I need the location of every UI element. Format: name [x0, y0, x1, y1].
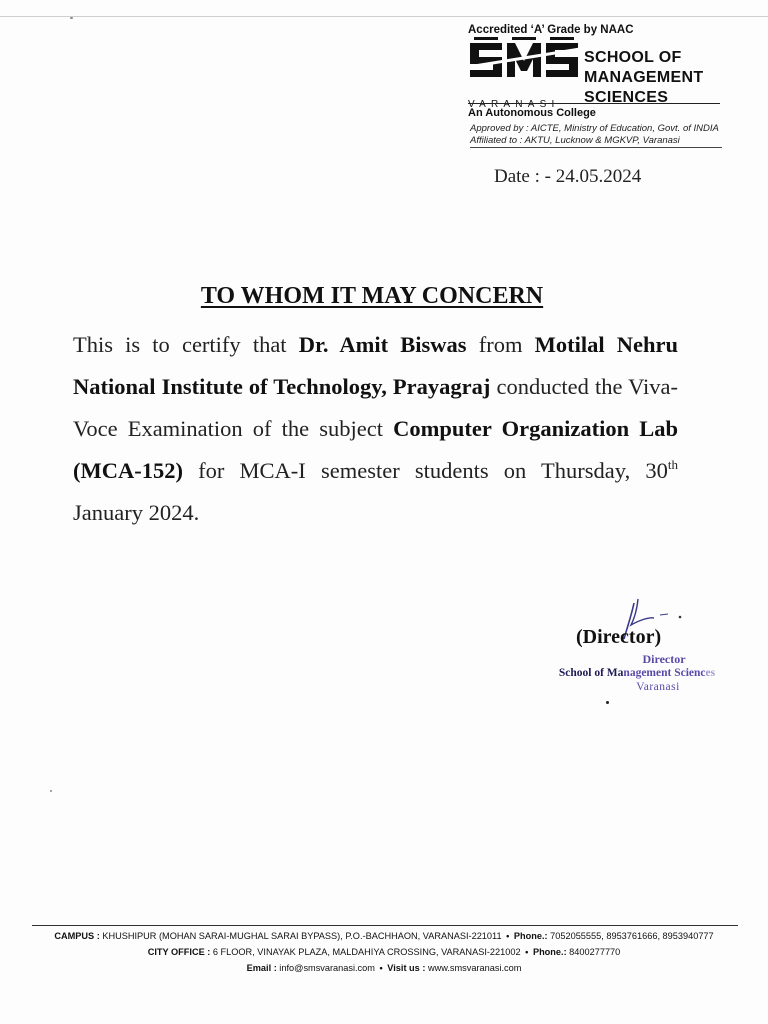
certificate-body: [73, 324, 678, 534]
body-text-2: from: [466, 332, 535, 357]
school-name-line1: SCHOOL OF: [584, 49, 682, 66]
certificate-heading: [0, 283, 740, 310]
letterhead: [468, 24, 723, 146]
email-label: Email :: [246, 963, 277, 973]
stamp-line-3: Varanasi: [636, 681, 680, 693]
sms-logo: [468, 37, 580, 81]
bullet: •: [525, 947, 529, 957]
heading-text: TO WHOM IT MAY CONCERN: [200, 283, 544, 309]
body-text-5: January 2024.: [73, 500, 200, 525]
school-name-line3: SCIENCES: [584, 89, 669, 106]
logo-city: VARANASI: [468, 99, 560, 110]
scan-speck: [70, 17, 73, 19]
campus-label: CAMPUS :: [54, 931, 100, 941]
letterhead-footer: [28, 928, 740, 976]
school-name-line2: MANAGEMENT: [584, 69, 704, 86]
phone-label: Phone.:: [532, 947, 567, 957]
accreditation-text: Accredited ‘A’ Grade by NAAC: [468, 24, 634, 36]
director-title: (Director): [576, 626, 662, 648]
scan-speck: [50, 790, 52, 792]
body-text-3: conducted the Viva-Voce Examination of the subject: [73, 374, 678, 441]
director-stamp: [540, 652, 740, 694]
body-text-4: for MCA-I semester students on Thursday, 30: [182, 458, 668, 483]
top-edge-rule: [0, 16, 768, 17]
logo-row: [468, 37, 723, 110]
city-phone: 8400277770: [566, 947, 621, 957]
website: www.smsvaranasi.com: [425, 963, 522, 973]
ordinal-suffix: th: [667, 457, 678, 472]
bullet: •: [379, 963, 383, 973]
city-office-address: 6 FLOOR, VINAYAK PLAZA, MALDAHIYA CROSSING, VARANASI-221002: [210, 947, 521, 957]
approved-by-text: Approved by : AICTE, Ministry of Education, Govt. of INDIA: [470, 123, 719, 134]
footer-contact-line: [28, 960, 740, 976]
body-text-1: This is to certify that: [73, 332, 299, 357]
examiner-institute: Motilal Nehru National Institute of Technology, Prayagraj: [73, 332, 678, 399]
phone-label: Phone.:: [513, 931, 548, 941]
footer-city-line: [28, 944, 740, 960]
ink-dot: [606, 701, 609, 704]
footer-divider: [32, 925, 738, 926]
approval-divider: [470, 147, 722, 148]
autonomous-text: An Autonomous College: [468, 107, 596, 119]
campus-address: KHUSHIPUR (MOHAN SARAI-MUGHAL SARAI BYPASS), P.O.-BACHHAON, VARANASI-221011: [99, 931, 502, 941]
certificate-date: Date : - 24.05.2024: [494, 166, 642, 187]
stamp-line-2-faint: es: [705, 667, 716, 679]
subject-name: Computer Organization Lab (MCA-152): [73, 416, 678, 483]
examiner-name: Dr. Amit Biswas: [298, 332, 467, 357]
school-name: [584, 48, 703, 108]
email-address: info@smsvaranasi.com: [276, 963, 375, 973]
stamp-line-1: Director: [642, 652, 686, 666]
visit-label: Visit us :: [387, 963, 426, 973]
header-divider: [468, 103, 720, 104]
campus-phone: 7052055555, 8953761666, 8953940777: [547, 931, 714, 941]
footer-campus-line: [28, 928, 740, 944]
city-office-label: CITY OFFICE :: [147, 947, 211, 957]
stamp-line-2-bold: School of Ma: [558, 667, 624, 679]
affiliated-to-text: Affiliated to : AKTU, Lucknow & MGKVP, Varanasi: [470, 135, 680, 146]
bullet: •: [506, 931, 510, 941]
stamp-line-2: [534, 666, 740, 680]
approval-block: [470, 123, 719, 147]
stamp-line-2-rest: nagement Scienc: [623, 667, 706, 679]
